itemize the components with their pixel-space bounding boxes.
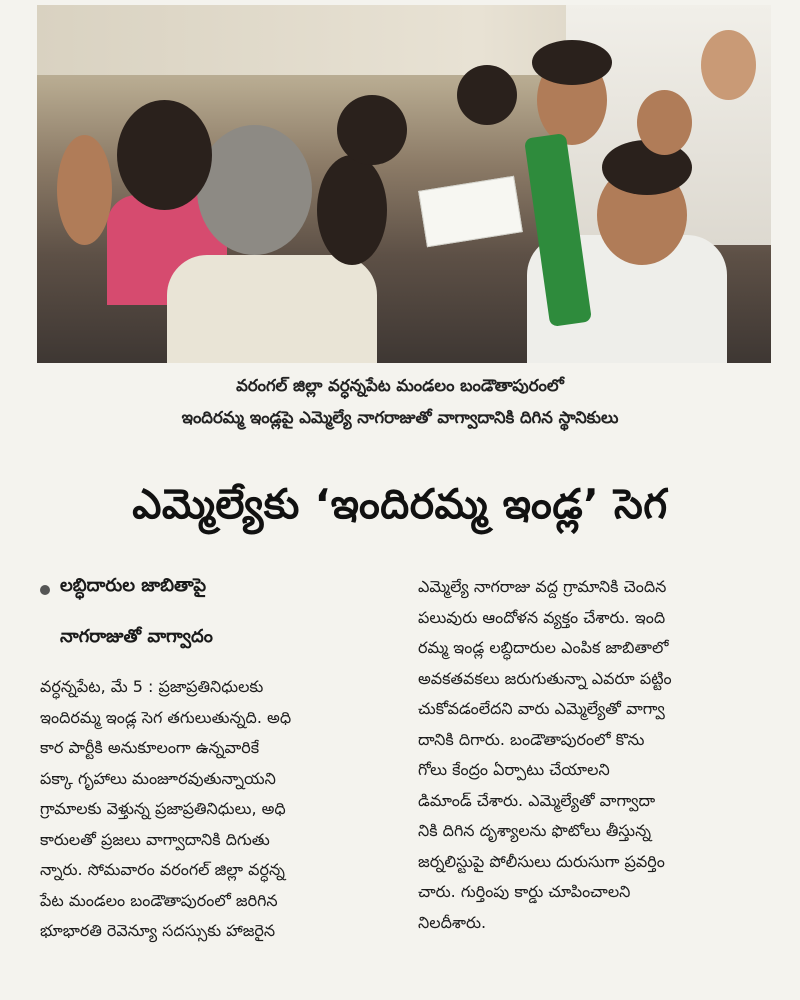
headline: ఎమ్మెల్యేకు ‘ఇందిరమ్మ ఇండ్ల’ సెగ <box>132 480 668 528</box>
article-line: అవకతవకలు జరుగుతున్నా ఎవరూ పట్టిం <box>418 668 672 688</box>
article-line: గ్రామాలకు వెళ్తున్న ప్రజాప్రతినిధులు, అధి <box>40 799 286 818</box>
photo-caption-line-2: ఇందిరమ్మ ఇండ్లపై ఎమ్మెల్యే నాగరాజుతో వాగ్వాదానికి దిగిన స్థానికులు <box>181 408 619 427</box>
article-line: చుకోవడంలేదని వారు ఎమ్మెల్యేతో వాగ్వా <box>418 699 665 718</box>
photo-head <box>117 100 212 210</box>
article-line: న్నారు. సోమవారం వరంగల్ జిల్లా వర్ధన్న <box>40 860 285 879</box>
article-line: పేట మండలం బండౌతాపురంలో జరిగిన <box>40 890 278 910</box>
article-line: ఎమ్మెల్యే నాగరాజు వద్ద గ్రామానికి చెందిన <box>418 577 667 596</box>
photo-face <box>637 90 692 155</box>
article-line: వర్ధన్నపేట, మే 5 : ప్రజాప్రతినిధులకు <box>40 677 264 696</box>
news-photo <box>37 5 771 363</box>
subhead-line-1: లబ్ధిదారుల జాబితాపై <box>60 575 207 596</box>
article-line: గోలు కేంద్రం ఏర్పాటు చేయాలని <box>418 760 610 779</box>
article-right-column <box>418 572 778 938</box>
photo-head <box>197 125 312 255</box>
article-line: పలువురు ఆందోళన వ్యక్తం చేశారు. ఇంది <box>418 607 666 627</box>
photo-person-foreground <box>167 255 377 363</box>
photo-head <box>317 155 387 265</box>
photo-face <box>57 135 112 245</box>
article-line: కార పార్టీకి అనుకూలంగా ఉన్నవారికే <box>40 738 260 757</box>
photo-head <box>337 95 407 165</box>
article-line: పక్కా గృహాలు మంజూరవుతున్నాయని <box>40 768 276 788</box>
bullet-icon <box>40 585 50 595</box>
article-line: రమ్మ ఇండ్ల లబ్ధిదారుల ఎంపిక జాబితాలో <box>418 638 669 657</box>
photo-caption-line-1: వరంగల్ జిల్లా వర్ధన్నపేట మండలం బండౌతాపురంలో <box>236 376 564 395</box>
photo-head <box>457 65 517 125</box>
article-left-column <box>40 672 395 947</box>
subhead-line-2: నాగరాజుతో వాగ్వాదం <box>60 626 213 647</box>
photo-hair <box>532 40 612 85</box>
article-line: జర్నలిస్టుపై పోలీసులు దురుసుగా ప్రవర్తిం <box>418 851 665 871</box>
article-line: భూభారతి రెవెన్యూ సదస్సుకు హాజరైన <box>40 921 276 940</box>
photo-paper <box>418 176 523 247</box>
article-line: దానికి దిగారు. బండౌతాపురంలో కొను <box>418 729 645 749</box>
article-line: నిలదీశారు. <box>418 912 487 932</box>
article-line: కారులతో ప్రజలు వాగ్వాదానికి దిగుతు <box>40 829 270 849</box>
article-line: నికి దిగిన దృశ్యాలను ఫొటోలు తీస్తున్న <box>418 821 652 840</box>
article-line: చారు. గుర్తింపు కార్డు చూపించాలని <box>418 882 631 901</box>
article-line: డిమాండ్ చేశారు. ఎమ్మెల్యేతో వాగ్వాదా <box>418 790 656 810</box>
banner-face <box>701 30 756 100</box>
article-line: ఇందిరమ్మ ఇండ్ల సెగ తగులుతున్నది. అధి <box>40 707 292 727</box>
